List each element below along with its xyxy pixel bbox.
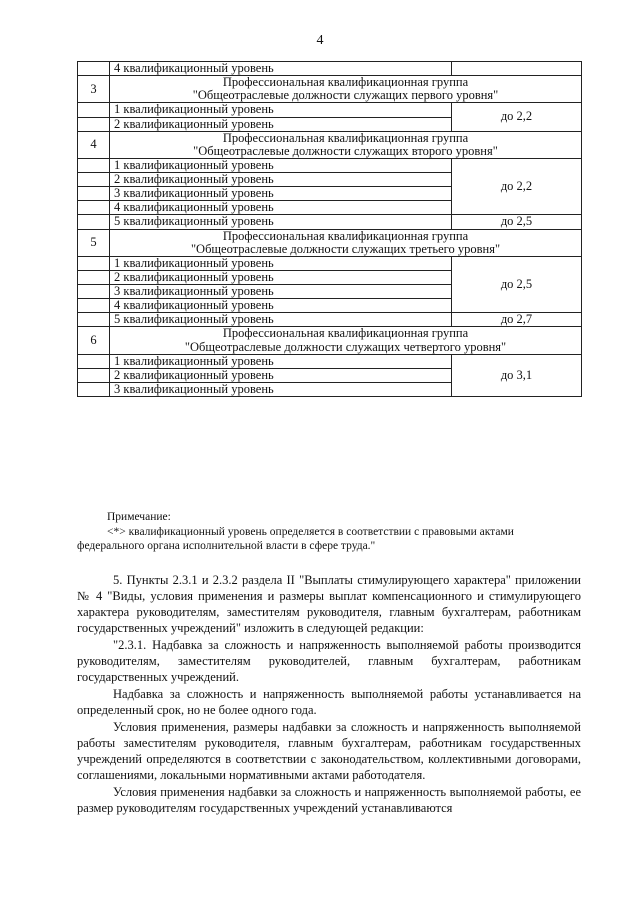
level-label: 1 квалификационный уровень [110,158,452,172]
row-number [78,187,110,201]
paragraph: 5. Пункты 2.3.1 и 2.3.2 раздела II "Выплаты стимулирующего характера" приложении № 4 "Виды, условия применения и размеры выплат компенсационного и стимулирующего характера руководителям, заместителям руководителя, главным бухгалтерам, работникам государственных учреждений" изложить в следующей редакции: [77,573,581,635]
group-title-line-2: "Общеотраслевые должности служащих первого уровня" [192,88,499,103]
page-number: 4 [316,33,324,48]
group-header-row [78,229,582,256]
coefficient: до 2,5 [452,256,582,313]
row-number [78,158,110,172]
note-line-1: <*> квалификационный уровень определяется в соответствии с правовыми актами [107,526,514,538]
note-title: Примечание: [107,511,171,523]
level-label: 3 квалификационный уровень [110,382,452,396]
coefficient [452,62,582,76]
group-title-line-1: Профессиональная квалификационная группа [222,130,469,145]
table-row [78,256,582,270]
level-label: 4 квалификационный уровень [110,299,452,313]
coefficient: до 3,1 [452,354,582,396]
row-number [78,368,110,382]
row-number [78,299,110,313]
row-number [78,103,110,117]
group-title-line-1: Профессиональная квалификационная группа [222,228,469,243]
level-label: 3 квалификационный уровень [110,285,452,299]
group-title-line-1: Профессиональная квалификационная группа [222,326,469,341]
level-label: 1 квалификационный уровень [110,256,452,270]
group-title-line-2: "Общеотраслевые должности служащих четвертого уровня" [184,339,507,354]
level-label: 5 квалификационный уровень [110,215,452,229]
row-number [78,117,110,131]
level-label: 5 квалификационный уровень [110,313,452,327]
level-label: 2 квалификационный уровень [110,173,452,187]
coefficient: до 2,2 [452,158,582,215]
group-number: 4 [78,131,110,158]
row-number [78,62,110,76]
coefficient: до 2,2 [452,103,582,131]
row-number [78,201,110,215]
group-title [110,327,582,354]
group-number: 3 [78,76,110,103]
table-row [78,158,582,172]
row-number [78,382,110,396]
row-number [78,354,110,368]
level-label: 2 квалификационный уровень [110,270,452,284]
paragraph: Надбавка за сложность и напряженность выполняемой работы устанавливается на определенный срок, но не более одного года. [77,687,581,717]
body-text [77,572,581,816]
table-row [78,103,582,117]
group-title [110,229,582,256]
note [107,510,581,540]
row-number [78,173,110,187]
level-label: 3 квалификационный уровень [110,187,452,201]
group-title [110,76,582,103]
row-number [78,256,110,270]
group-title-line-2: "Общеотраслевые должности служащих второго уровня" [193,143,498,158]
level-label: 2 квалификационный уровень [110,368,452,382]
table-row [78,313,582,327]
coefficient: до 2,7 [452,313,582,327]
group-header-row [78,76,582,103]
table-row [78,215,582,229]
level-label: 1 квалификационный уровень [110,354,452,368]
paragraph: "2.3.1. Надбавка за сложность и напряженность выполняемой работы производится руководителям, заместителям руководителей, главным бухгалтерам, работникам государственных учреждений. [77,638,581,684]
group-title [110,131,582,158]
group-number: 5 [78,229,110,256]
row-number [78,270,110,284]
group-title-line-1: Профессиональная квалификационная группа [222,75,469,90]
group-header-row [78,327,582,354]
group-number: 6 [78,327,110,354]
paragraph: Условия применения, размеры надбавки за сложность и напряженность выполняемой работы заместителям руководителя, главным бухгалтерам, работникам государственных учреждений определяются в соответствии с законодательством, коллективными договорами, соглашениями, локальными нормативными актами работодателя. [77,720,581,782]
table-row [78,354,582,368]
level-label: 1 квалификационный уровень [110,103,452,117]
note-line-2: федерального органа исполнительной власти в сфере труда." [77,540,376,552]
row-number [78,285,110,299]
level-label: 4 квалификационный уровень [110,62,452,76]
paragraph: Условия применения надбавки за сложность и напряженность выполняемой работы, ее размер руководителям государственных учреждений устанавливаются [77,785,581,815]
group-title-line-2: "Общеотраслевые должности служащих третьего уровня" [190,241,501,256]
level-label: 4 квалификационный уровень [110,201,452,215]
qualification-table [77,61,582,397]
row-number [78,313,110,327]
group-header-row [78,131,582,158]
row-number [78,215,110,229]
coefficient: до 2,5 [452,215,582,229]
level-label: 2 квалификационный уровень [110,117,452,131]
table-row [78,62,582,76]
